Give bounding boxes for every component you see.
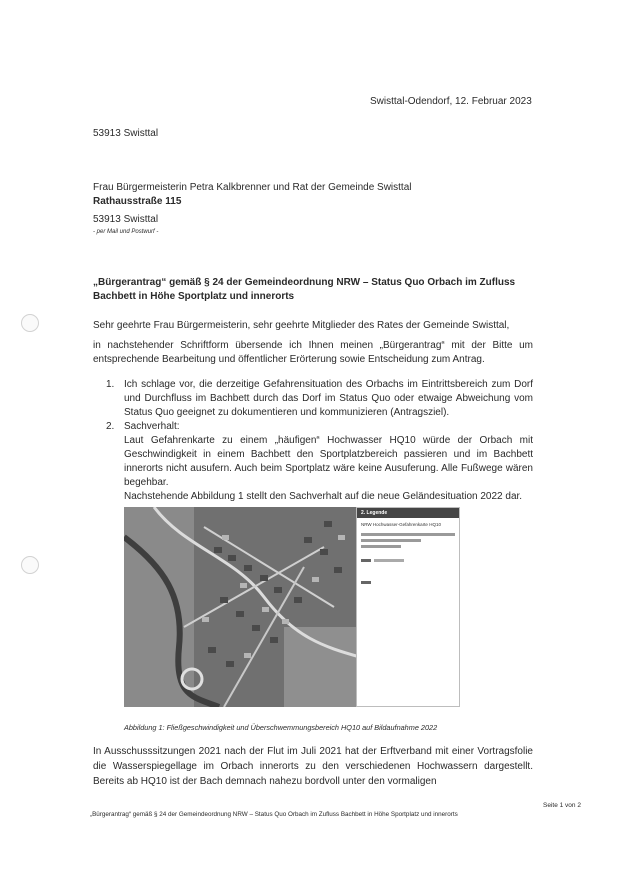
legend-swatch xyxy=(361,559,371,562)
legend-swatch-row xyxy=(361,552,455,570)
salutation: Sehr geehrte Frau Bürgermeisterin, sehr geehrte Mitglieder des Rates der Gemeinde Swisttal, xyxy=(93,320,510,331)
intro-paragraph: in nachstehender Schriftform übersende ich Ihnen meinen „Bürgerantrag“ mit der Bitte um entsprechende Bearbeitung und öffentlicher Erörterung sowie Entscheidung zum Antrag. xyxy=(93,340,533,365)
punch-hole-top xyxy=(21,314,39,332)
legend-swatch xyxy=(374,559,404,562)
recipient-name: Frau Bürgermeisterin Petra Kalkbrenner und Rat der Gemeinde Swisttal xyxy=(93,182,412,193)
punch-hole-bottom xyxy=(21,556,39,574)
list-item-heading: Sachverhalt: xyxy=(124,421,180,432)
figure-reference: Nachstehende Abbildung 1 stellt den Sachverhalt auf die neue Geländesituation 2022 dar. xyxy=(124,491,523,502)
aerial-photo xyxy=(124,507,360,707)
sender-city: 53913 Swisttal xyxy=(93,128,159,139)
figure-caption: Abbildung 1: Fließgeschwindigkeit und Überschwemmungsbereich HQ10 auf Bildaufnahme 2022 xyxy=(124,723,438,732)
letter-subject: „Bürgerantrag“ gemäß § 24 der Gemeindeordnung NRW – Status Quo Orbach im Zufluss Bachbett in Höhe Sportplatz und innerorts xyxy=(93,277,516,302)
aerial-photo-image xyxy=(124,507,360,707)
body-paragraph: In Ausschusssitzungen 2021 nach der Flut im Juli 2021 hat der Erftverband mit einer Vortragsfolie die Wasserspiegellage im Orbach innerorts zu den verschiedenen Hochwassern dargestellt. Bereits ab HQ10 ist der Bach demnach nahezu bordvoll unter den vormaligen xyxy=(93,746,533,787)
legend-title: NRW Hochwasser-Gefahrenkarte HQ10 xyxy=(361,522,441,527)
legend-line xyxy=(361,533,455,536)
list-item-2 xyxy=(106,420,533,504)
list-item-number: 1. xyxy=(106,379,115,390)
list-item-1 xyxy=(106,378,533,420)
letter-date: Swisttal-Odendorf, 12. Februar 2023 xyxy=(370,96,532,107)
legend-swatch xyxy=(361,581,371,584)
list-item-number: 2. xyxy=(106,421,115,432)
legend-header: 2. Legende xyxy=(357,508,459,518)
list-item-text: Laut Gefahrenkarte zu einem „häufigen“ Hochwasser HQ10 würde der Orbach mit Geschwindigkeit in einem Bachbett den Sportplatzbereich passieren und im Bachbett innerorts nicht ausufern. Auch beim Sportplatz wäre keine Ausuferung. Alle Fußwege wären begehbar. xyxy=(124,435,533,488)
delivery-note: - per Mail und Postwurf - xyxy=(93,229,159,235)
page-footer: „Bürgerantrag“ gemäß § 24 der Gemeindeordnung NRW – Status Quo Orbach im Zufluss Bachbett in Höhe Sportplatz und innerorts xyxy=(90,811,458,818)
recipient-city: 53913 Swisttal xyxy=(93,214,159,225)
legend-line xyxy=(361,545,401,548)
page-number: Seite 1 von 2 xyxy=(543,802,581,809)
legend-line xyxy=(361,539,421,542)
list-item-text: Ich schlage vor, die derzeitige Gefahrensituation des Orbachs im Eintrittsbereich zum Dorf und Durchfluss im Bachbett durch das Dorf im Status Quo oder etwaige Abweichung vom Status Quo geeignet zu dokumentieren und kommunizieren (Antragsziel). xyxy=(124,379,533,418)
map-legend xyxy=(356,507,460,707)
recipient-address xyxy=(93,181,411,209)
legend-swatch-row xyxy=(361,574,455,592)
recipient-street: Rathausstraße 115 xyxy=(93,196,182,207)
numbered-list xyxy=(106,378,533,504)
